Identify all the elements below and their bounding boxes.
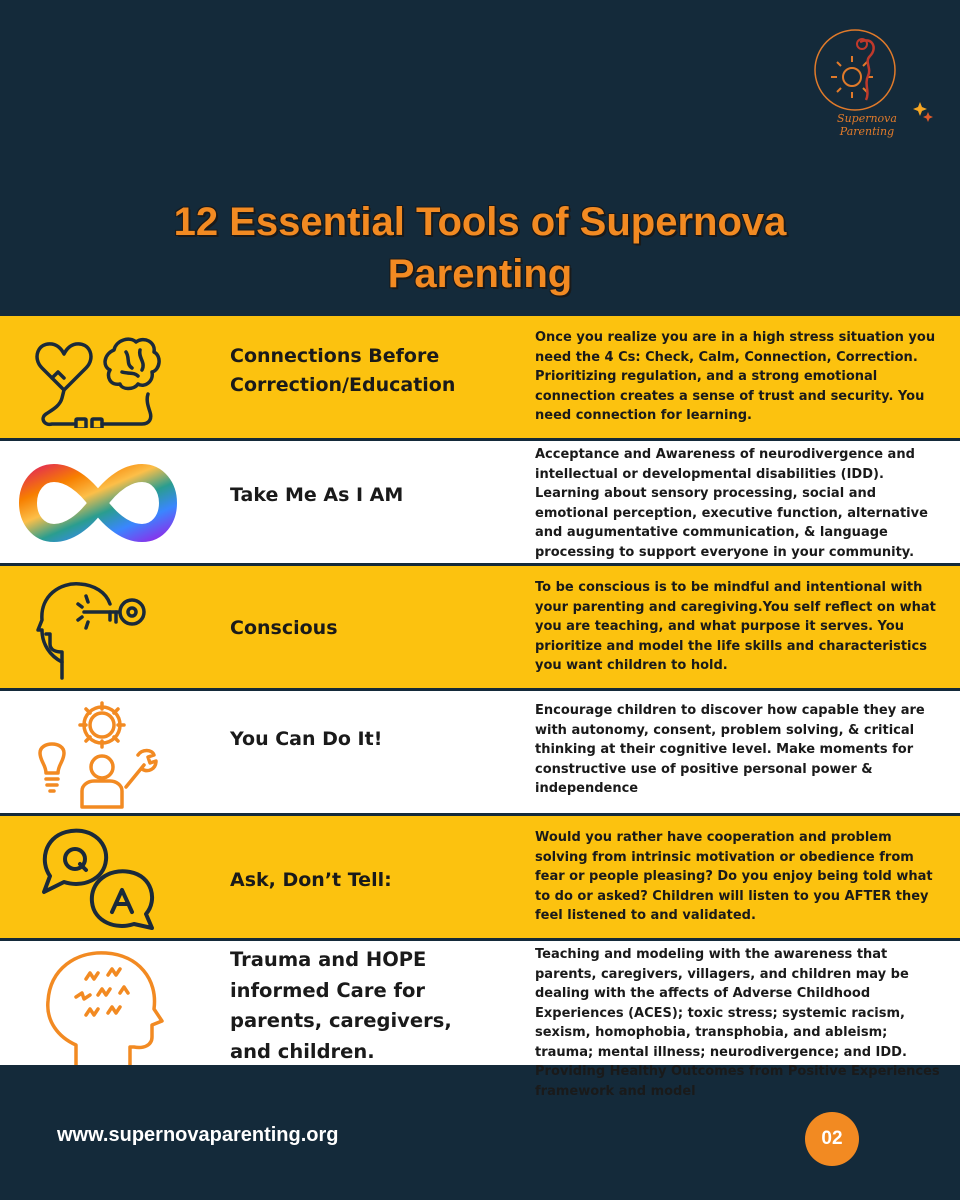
tool-row	[0, 941, 960, 1099]
heart-brain-icon	[22, 328, 162, 428]
qa-bubbles-icon	[34, 822, 164, 934]
page-number-badge: 02	[805, 1112, 859, 1166]
tool-description: Encourage children to discover how capable they are with autonomy, consent, problem solving, & critical thinking at their cognitive level. Make moments for constructive use of positive personal power & independence	[535, 703, 925, 796]
logo-text: Supernova Parenting	[837, 112, 897, 138]
tool-name: Trauma and HOPE informed Care for parents, caregivers, and children.	[230, 948, 452, 1063]
tool-description: To be conscious is to be mindful and intentional with your parenting and caregiving.You self reflect on what you are teaching, and what purpose it serves. You prioritize and model the life skills and characteristics you want children to hold.	[535, 580, 936, 673]
stressed-head-icon	[36, 945, 176, 1065]
tool-row	[0, 441, 960, 563]
tool-description: Teaching and modeling with the awareness that parents, caregivers, villagers, and children may be dealing with the affects of Adverse Childhood Experiences (ACES); toxic stress; systemic racism, sexism, homophobia, transphobia, and ableism; trauma; mental illness; neurodivergence; and IDD. Providing Healthy Outcomes from Positive Experiences framework and model	[535, 947, 940, 1099]
tool-row	[0, 316, 960, 438]
tool-row	[0, 566, 960, 688]
website-link[interactable]: www.supernovaparenting.org	[57, 1124, 339, 1146]
tool-description: Acceptance and Awareness of neurodivergence and intellectual or developmental disabilities (IDD). Learning about sensory processing, social and emotional perception, executive function, alternative and augumentative communication, & language processing to support everyone in your community.	[535, 447, 928, 560]
head-key-icon	[22, 572, 172, 682]
rainbow-infinity-icon	[18, 459, 178, 547]
tool-description: Would you rather have cooperation and problem solving from intrinsic motivation or obedience from fear or people pleasing? Do you enjoy being told what to do or asked? Children will listen to you AFTER they feel listened to and validated.	[535, 830, 933, 923]
tool-description: Once you realize you are in a high stress situation you need the 4 Cs: Check, Calm, Connection, Correction. Prioritizing regulation, and a strong emotional connection creates a sense of trust and security. You need connection for learning.	[535, 330, 936, 423]
tool-name: Take Me As I AM	[230, 484, 404, 506]
tool-row	[0, 691, 960, 813]
person-tools-icon	[30, 695, 170, 811]
tool-name: You Can Do It!	[230, 728, 383, 750]
tool-name: Conscious	[230, 617, 338, 639]
tool-row	[0, 816, 960, 938]
tool-name: Ask, Don’t Tell:	[230, 869, 392, 891]
tool-name: Connections Before Correction/Education	[230, 345, 456, 396]
page-title: 12 Essential Tools of Supernova Parenting	[173, 200, 787, 296]
